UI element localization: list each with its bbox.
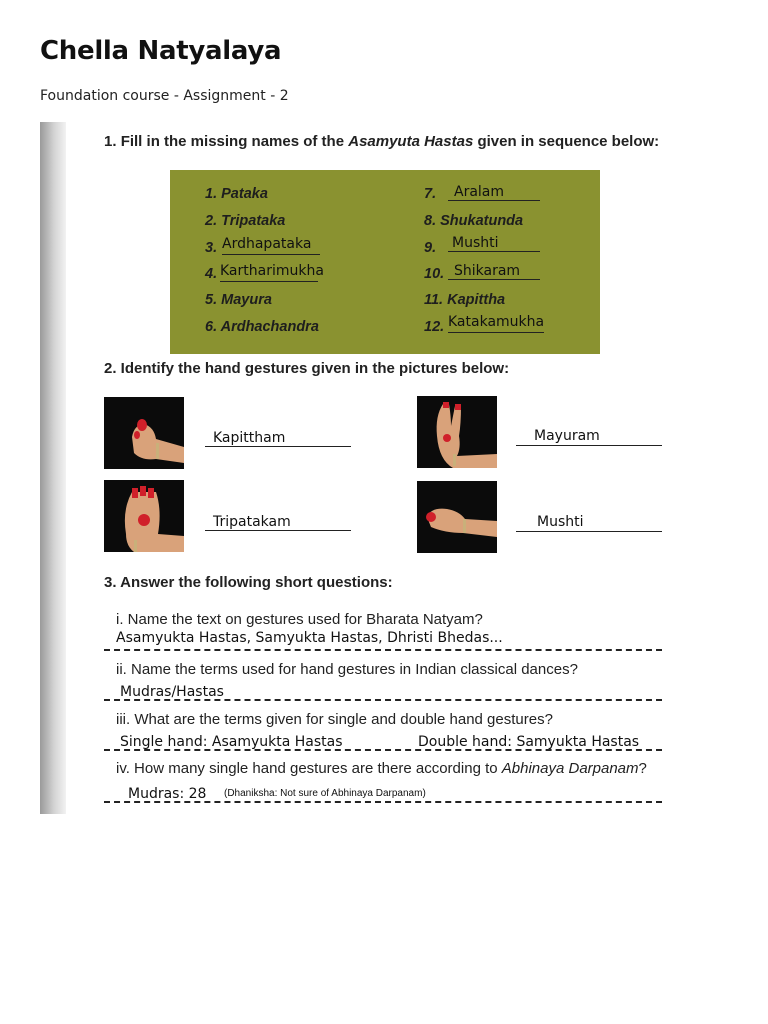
list-item-num: 3. [205,240,218,256]
question-3-i: i. Name the text on gestures used for Bharata Natyam? [116,611,483,628]
question-3-ii: ii. Name the terms used for hand gestures in Indian classical dances? [116,661,578,678]
list-item: 5. Mayura [205,292,272,308]
answer-text[interactable]: Mudras: 28 [128,786,207,802]
question-1-text-a: Fill in the missing names of the [120,133,349,150]
answer-line [104,699,662,701]
answer-field[interactable]: Aralam [448,184,540,201]
answer-field[interactable]: Mayuram [516,428,662,446]
answer-field[interactable]: Katakamukha [448,314,544,333]
answer-field[interactable]: Ardhapataka [222,236,320,255]
question-1-number: 1. [104,133,117,150]
answer-field[interactable]: Kartharimukha [220,263,318,282]
answer-text[interactable]: Mudras/Hastas [120,684,224,700]
question-3: 3. Answer the following short questions: [104,574,393,591]
answer-field[interactable]: Mushti [448,235,540,252]
answer-text[interactable]: Double hand: Samyukta Hastas [418,734,640,750]
answer-field[interactable]: Shikaram [448,263,540,280]
answer-note: (Dhaniksha: Not sure of Abhinaya Darpanam) [224,788,426,799]
answer-field[interactable]: Mushti [516,514,662,532]
question-1-text-b: given in sequence below: [473,133,660,150]
question-1-text-em: Asamyuta Hastas [348,133,474,150]
page-title: Chella Natyalaya [40,36,282,66]
answer-text[interactable]: Asamyukta Hastas, Samyukta Hastas, Dhristi Bhedas... [116,630,503,646]
list-item-num: 7. [424,186,437,202]
hand-gesture-photo [104,480,184,552]
answer-field[interactable]: Kapittham [205,430,351,447]
list-item-num: 4. [205,266,218,282]
question-1 [104,133,664,151]
page-subtitle: Foundation course - Assignment - 2 [40,88,289,104]
answer-line [104,749,662,751]
answer-text[interactable]: Single hand: Asamyukta Hastas [120,734,343,750]
list-item: 6. Ardhachandra [205,319,319,335]
question-3-iii: iii. What are the terms given for single and double hand gestures? [116,711,553,728]
list-item: 8. Shukatunda [424,213,524,229]
question-2: 2. Identify the hand gestures given in the pictures below: [104,360,510,377]
list-item-num: 12. [424,319,445,335]
question-3-iv: iv. How many single hand gestures are there according to Abhinaya Darpanam? [116,760,647,777]
list-item-num: 9. [424,240,437,256]
list-item: 1. Pataka [205,186,268,202]
hand-gesture-photo [417,396,497,468]
list-item: 11. Kapittha [424,292,506,308]
document-edge-shadow [40,122,66,814]
hand-gesture-photo [104,397,184,469]
answer-field[interactable]: Tripatakam [205,514,351,531]
answer-line [104,649,662,651]
list-item-num: 10. [424,266,445,282]
answer-line [104,801,662,803]
hand-gesture-photo [417,481,497,553]
list-item: 2. Tripataka [205,213,286,229]
